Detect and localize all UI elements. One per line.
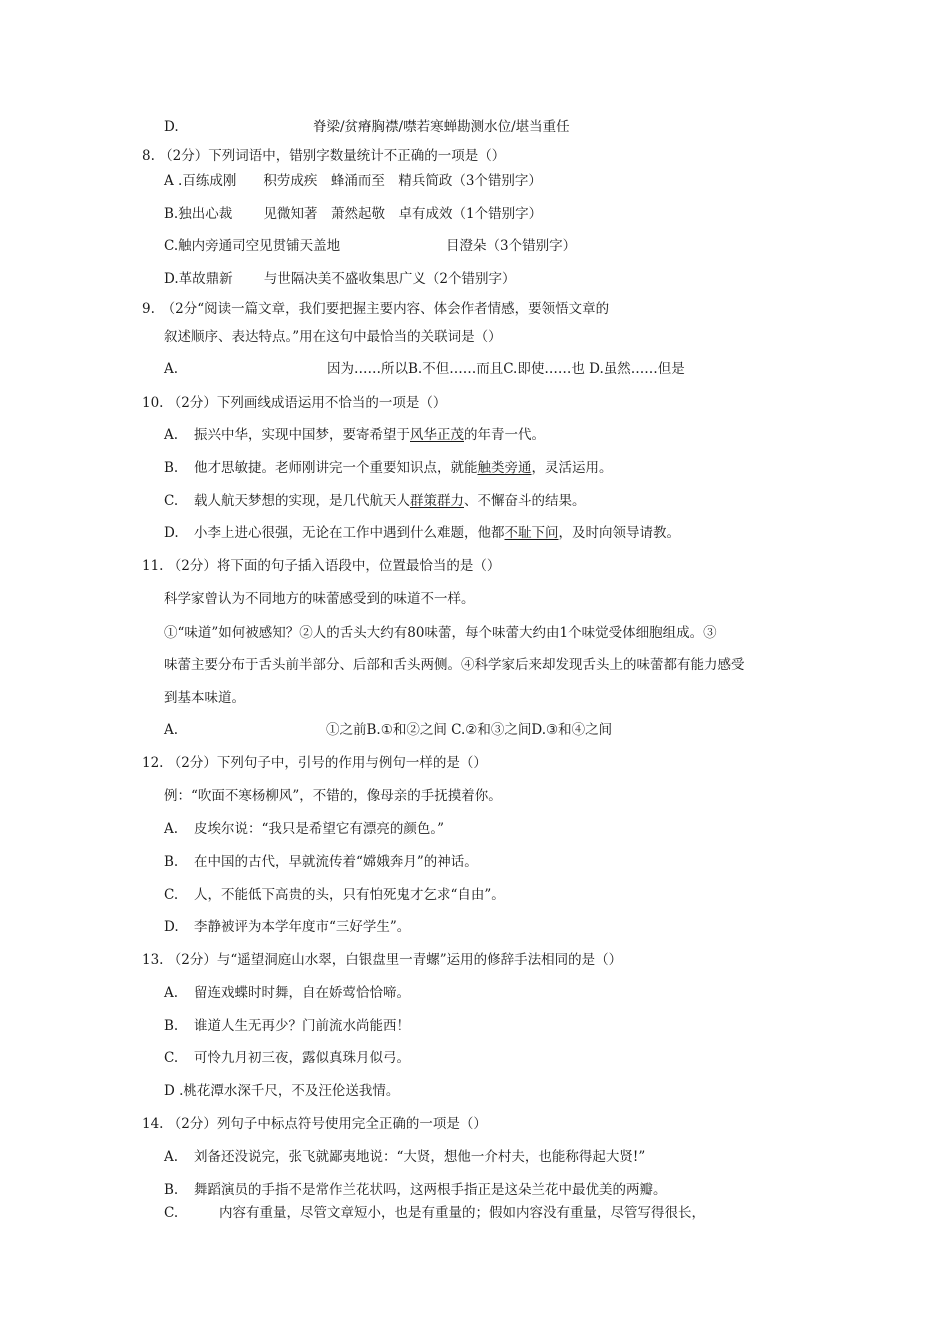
- q7-option-d-text: 脊梁/贫瘠胸襟/噤若寒蝉勘测水位/堪当重任: [313, 119, 570, 135]
- q10-d-post: ，及时向领导请教。: [558, 525, 680, 541]
- q12-option-a: 皮埃尔说：“我只是希望它有漂亮的颜色。”: [194, 821, 445, 837]
- q13-option-c-label: C.: [164, 1050, 179, 1066]
- q10-option-c-label: C.: [164, 493, 179, 509]
- q8-stem: 8. （2分）下列词语中，错别字数量统计不正确的一项是（）: [142, 148, 506, 164]
- q10-option-d-label: D.: [164, 525, 179, 541]
- q13-option-b-label: B.: [164, 1018, 179, 1034]
- q12-option-d-label: D.: [164, 919, 179, 935]
- q8-option-c-part2: 目澄朵（3个错别字）: [446, 238, 577, 254]
- q9-stem-line1: 9. （2分“阅读一篇文章，我们要把握主要内容、体会作者情感，要领悟文章的: [142, 301, 610, 317]
- q12-option-b: 在中国的古代，早就流传着“嫦娥奔月”的神话。: [194, 854, 478, 870]
- q10-c-post: 、不懈奋斗的结果。: [464, 493, 586, 509]
- q13-option-d: D .桃花潭水深千尺，不及汪伦送我情。: [164, 1083, 400, 1099]
- q12-option-c-label: C.: [164, 887, 179, 903]
- q14-option-b-label: B.: [164, 1182, 179, 1198]
- q13-option-c: 可怜九月初三夜，露似真珠月似弓。: [194, 1050, 410, 1066]
- q10-option-a: [194, 426, 545, 444]
- q14-option-b: 舞蹈演员的手指不是常作兰花状吗，这两根手指正是这朵兰花中最优美的两瓣。: [194, 1182, 667, 1198]
- q10-option-c: [194, 492, 586, 510]
- q7-option-d-label: D.: [164, 119, 179, 135]
- q10-a-post: 的年青一代。: [464, 427, 545, 443]
- q12-stem: 12. （2分）下列句子中，引号的作用与例句一样的是（）: [142, 755, 487, 771]
- q10-option-d: [194, 524, 680, 542]
- q8-option-a: A .百练成刚 积劳成疾 蜂涌而至 精兵简政（3个错别字）: [164, 173, 542, 189]
- q8-option-b: B.独出心裁 见微知著 萧然起敬 卓有成效（1个错别字）: [164, 206, 543, 222]
- q14-option-c: 内容有重量，尽管文章短小，也是有重量的；假如内容没有重量，尽管写得很长，: [219, 1205, 705, 1221]
- q11-passage-line2: 味蕾主要分布于舌头前半部分、后部和舌头两侧。④科学家后来却发现舌头上的味蕾都有能力感受: [164, 657, 745, 673]
- q13-stem: 13. （2分）与“遥望洞庭山水翠，白银盘里一青螺”运用的修辞手法相同的是（）: [142, 952, 623, 968]
- q10-c-underlined-idiom: 群策群力: [410, 493, 464, 509]
- q10-b-post: ，灵活运用。: [531, 460, 613, 476]
- q12-option-b-label: B.: [164, 854, 179, 870]
- q10-c-pre: 载人航天梦想的实现，是几代航天人: [194, 493, 410, 509]
- q11-passage-line1: ①“味道”如何被感知？②人的舌头大约有80味蕾，每个味蕾大约由1个味觉受体细胞组成。③: [164, 625, 717, 641]
- q14-stem: 14. （2分）列句子中标点符号使用完全正确的一项是（）: [142, 1116, 487, 1132]
- q11-option-a-label: A.: [164, 722, 179, 738]
- q8-option-c-part1: C.触内旁通司空见贯铺天盖地: [164, 238, 341, 254]
- q10-option-b: [194, 459, 613, 477]
- q8-option-d: D.革故鼎新 与世隔决美不盛收集思广义（2个错别字）: [164, 271, 516, 287]
- q10-d-underlined-idiom: 不耻下问: [504, 525, 559, 541]
- q10-b-pre: 他才思敏捷。老师刚讲完一个重要知识点，就能: [194, 460, 478, 476]
- q10-option-a-label: A.: [164, 427, 179, 443]
- q10-b-underlined-idiom: 触类旁通: [477, 460, 532, 476]
- q12-option-c: 人，不能低下高贵的头，只有怕死鬼才乞求“自由”。: [194, 887, 505, 903]
- q10-a-pre: 振兴中华，实现中国梦，要寄希望于: [194, 427, 410, 443]
- q10-a-underlined-idiom: 风华正茂: [410, 427, 464, 443]
- q14-option-c-label: C.: [164, 1205, 179, 1221]
- q14-option-a-label: A.: [164, 1149, 179, 1165]
- q11-insert-sentence: 科学家曾认为不同地方的味蕾感受到的味道不一样。: [164, 591, 475, 607]
- q11-options: ①之前B.①和②之间 C.②和③之间D.③和④之间: [326, 722, 613, 738]
- q9-stem-line2: 叙述顺序、表达特点。”用在这句中最恰当的关联词是（）: [164, 329, 502, 345]
- q13-option-a: 留连戏蝶时时舞，自在娇莺恰恰啼。: [194, 985, 410, 1001]
- q10-option-b-label: B.: [164, 460, 179, 476]
- q12-example: 例：“吹面不寒杨柳风”，不错的，像母亲的手抚摸着你。: [164, 788, 502, 804]
- q11-stem: 11. （2分）将下面的句子插入语段中，位置最恰当的是（）: [142, 558, 501, 574]
- q9-options: 因为……所以B.不但……而且C.即使……也 D.虽然……但是: [327, 361, 685, 377]
- q11-passage-line3: 到基本味道。: [164, 690, 245, 706]
- q10-stem: 10. （2分）下列画线成语运用不恰当的一项是（）: [142, 395, 447, 411]
- q9-option-a-label: A.: [164, 361, 179, 377]
- q13-option-a-label: A.: [164, 985, 179, 1001]
- q13-option-b: 谁道人生无再少？门前流水尚能西！: [194, 1018, 410, 1034]
- q12-option-a-label: A.: [164, 821, 179, 837]
- q14-option-a: 刘备还没说完，张飞就鄙夷地说：“大贤，想他一介村夫，也能称得起大贤!”: [194, 1149, 646, 1165]
- q12-option-d: 李静被评为本学年度市“三好学生”。: [194, 919, 411, 935]
- q10-d-pre: 小李上进心很强，无论在工作中遇到什么难题，他都: [194, 525, 505, 541]
